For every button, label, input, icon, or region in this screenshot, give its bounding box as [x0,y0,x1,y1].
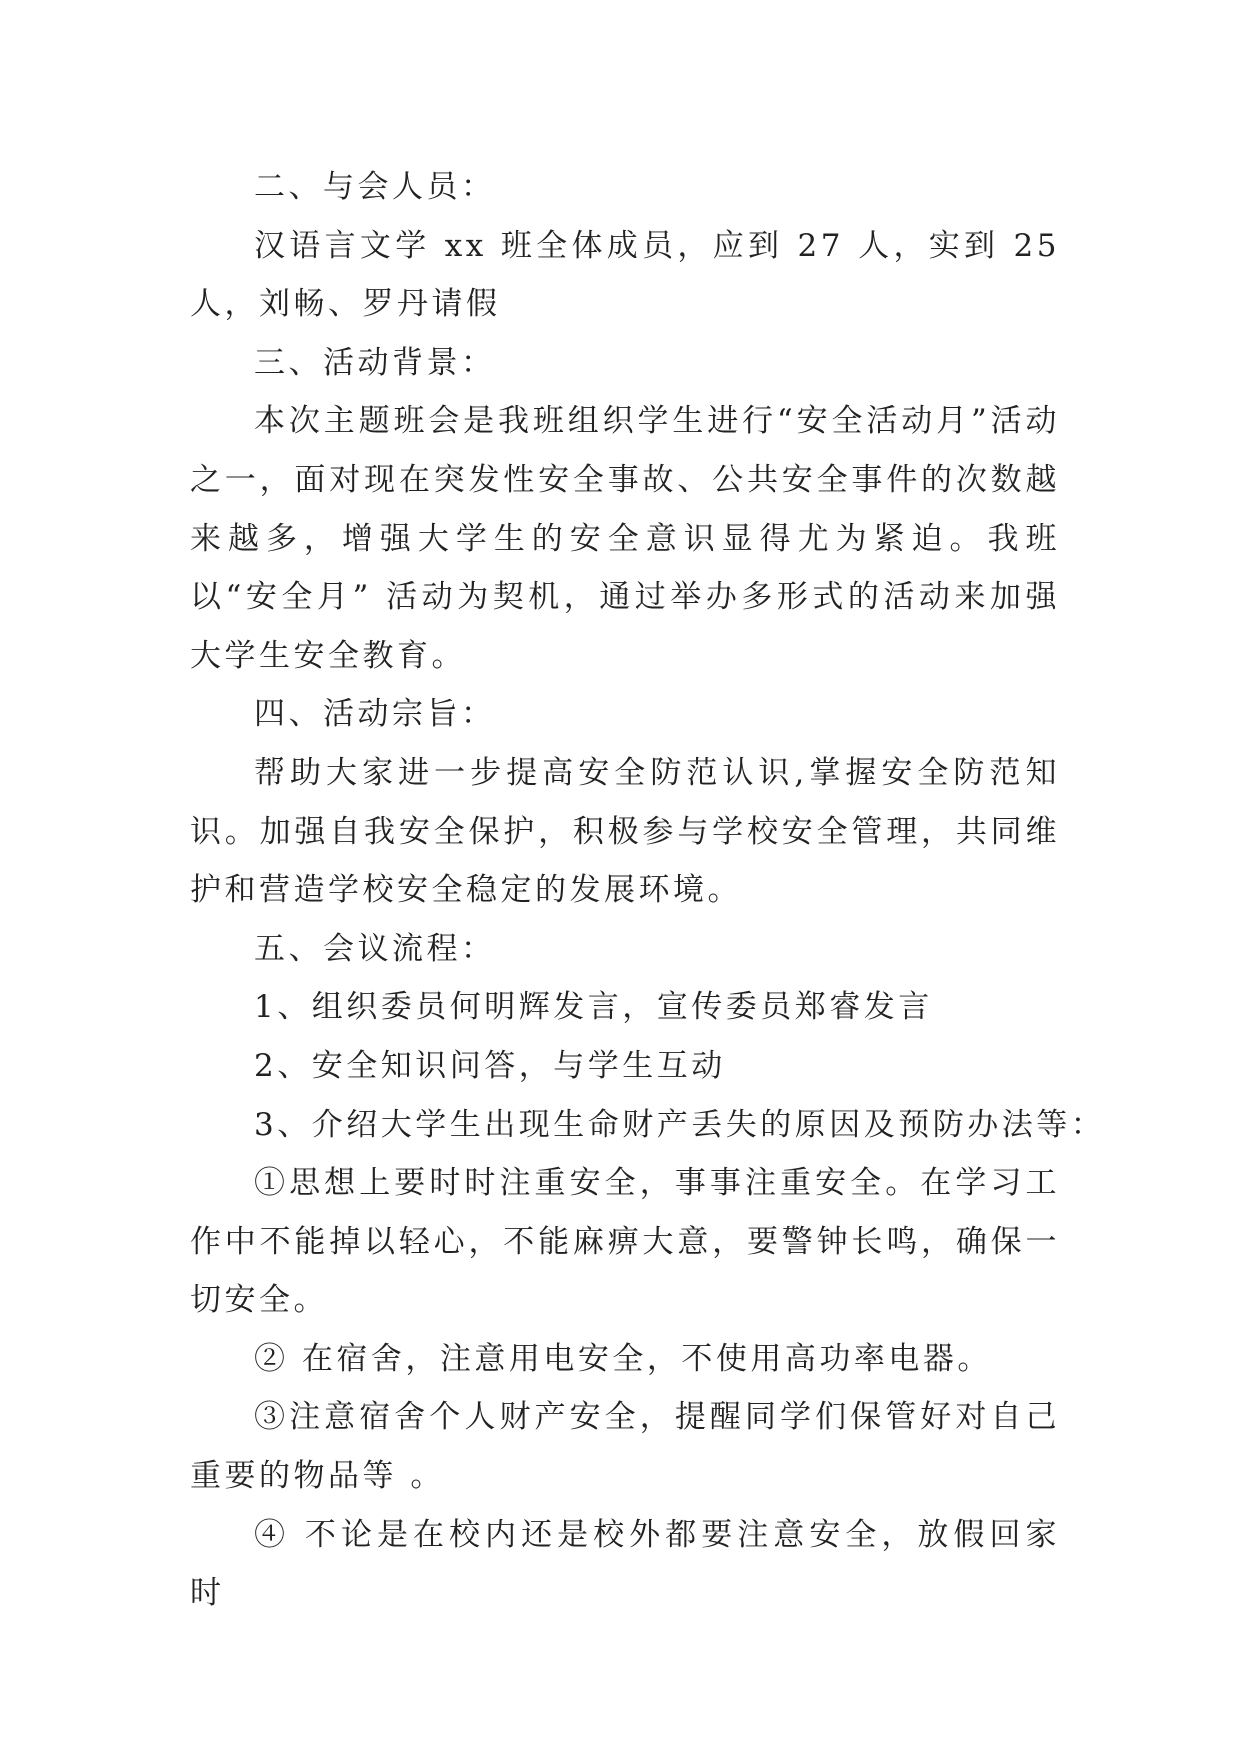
safety-point-1: ①思想上要时时注重安全，事事注重安全。在学习工作中不能掉以轻心，不能麻痹大意，要警钟长鸣，确保一切安全。 [190,1165,1060,1319]
safety-point-2: ② 在宿舍，注意用电安全，不使用高功率电器。 [254,1340,992,1377]
safety-point-3: ③注意宿舍个人财产安全，提醒同学们保管好对自己重要的物品等 。 [190,1399,1060,1495]
heading-procedure: 五、会议流程： [254,930,496,967]
procedure-item-1: 1、组织委员何明辉发言，宣传委员郑睿发言 [254,989,933,1026]
heading-purpose: 四、活动宗旨： [254,696,496,733]
background-paragraph: 本次主题班会是我班组织学生进行“安全活动月”活动之一，面对现在突发性安全事故、公共安全事件的次数越来越多，增强大学生的安全意识显得尤为紧迫。我班以“安全月” 活动为契机，通过举办多形式的活动来加强大学生安全教育。 [190,403,1060,674]
document-body [190,158,1106,1623]
procedure-item-3: 3、介绍大学生出现生命财产丢失的原因及预防办法等： [254,1106,1106,1143]
heading-attendees: 二、与会人员： [254,169,496,205]
purpose-paragraph: 帮助大家进一步提高安全防范认识,掌握安全防范知识。加强自我安全保护，积极参与学校安全管理，共同维护和营造学校安全稳定的发展环境。 [190,754,1060,909]
heading-background: 三、活动背景： [254,344,496,381]
attendees-paragraph: 汉语言文学 xx 班全体成员，应到 27 人，实到 25 人，刘畅、罗丹请假 [190,227,1060,323]
safety-point-4: ④ 不论是在校内还是校外都要注意安全，放假回家时 [190,1516,1060,1612]
procedure-item-2: 2、安全知识问答，与学生互动 [254,1047,726,1084]
